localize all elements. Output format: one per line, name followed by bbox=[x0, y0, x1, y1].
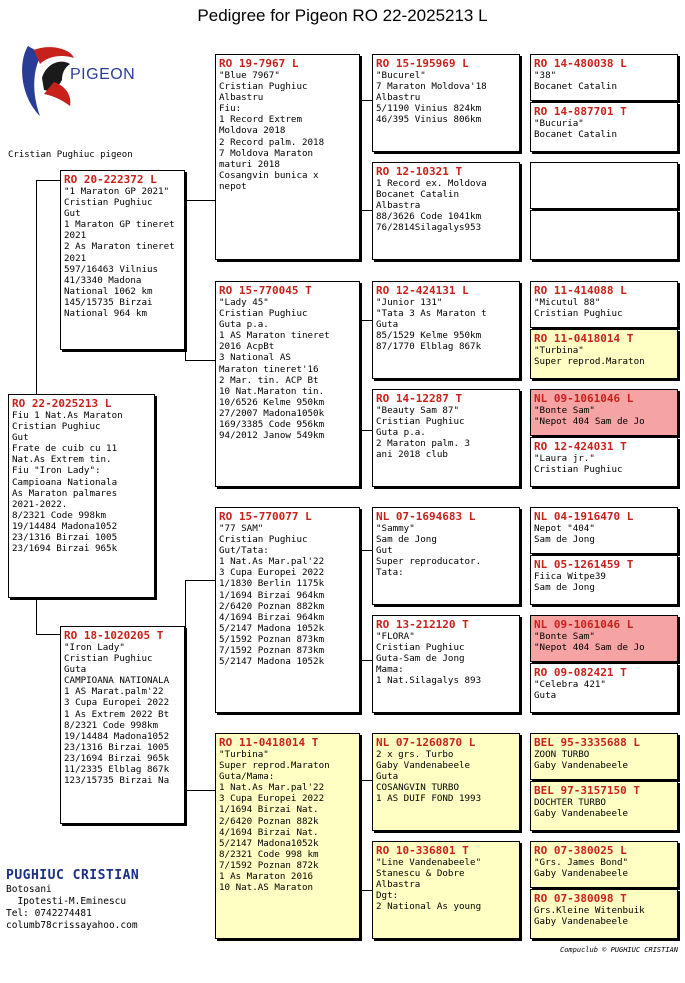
detail-line: 94/2012 Janow 549km bbox=[219, 430, 325, 442]
detail-line: 10 Nat.AS Maraton bbox=[219, 882, 314, 894]
pedigree-box-ssd bbox=[372, 162, 520, 260]
detail-line: Gut bbox=[12, 432, 29, 444]
pigeon-details bbox=[534, 523, 674, 545]
pedigree-box-g13 bbox=[530, 733, 678, 780]
detail-line: Guta p.a. bbox=[376, 427, 426, 439]
pigeon-details bbox=[534, 118, 674, 140]
detail-line: Cristian Pughiuc bbox=[534, 308, 623, 320]
ring-number: RO 11-414088 L bbox=[534, 284, 627, 297]
detail-line: 23/1694 Birzai 965k bbox=[64, 752, 170, 764]
connector-sire-to-sd bbox=[185, 200, 216, 361]
detail-line: Cristian Pughiuc bbox=[376, 642, 465, 654]
detail-line: 1 Nat.As Mar.pal'22 bbox=[219, 782, 325, 794]
detail-line: Nat.As Extrem tin. bbox=[12, 454, 112, 466]
detail-line: 1 As Extrem 2022 Bt bbox=[64, 708, 170, 720]
detail-line: Guta p.a. bbox=[219, 319, 269, 331]
pigeon-details bbox=[534, 453, 674, 475]
detail-line: 3 Cupa Europei 2022 bbox=[64, 697, 170, 709]
detail-line: Guta bbox=[376, 771, 399, 783]
pedigree-box-g11 bbox=[530, 615, 678, 662]
detail-line: 5/2147 Madona1052k bbox=[219, 837, 319, 849]
detail-line: "Junior 131" bbox=[376, 297, 443, 308]
pigeon-details bbox=[534, 345, 674, 367]
pedigree-box-g2 bbox=[530, 102, 678, 152]
detail-line: 8/2321 Code 998km bbox=[64, 719, 159, 731]
detail-line: Tel: 0742274481 bbox=[6, 908, 92, 919]
detail-line: 27/2007 Madona1050k bbox=[219, 407, 325, 419]
pigeon-details bbox=[219, 523, 356, 667]
owner-details bbox=[6, 884, 139, 932]
ring-number: RO 12-424031 T bbox=[534, 440, 627, 453]
detail-line: Guta/Mama: bbox=[219, 771, 275, 783]
owner-name: PUGHIUC CRISTIAN bbox=[6, 868, 140, 883]
detail-line: 8/2321 Code 998 km bbox=[219, 848, 319, 860]
detail-line: "Line Vandenabeele" bbox=[376, 857, 482, 868]
detail-line: 2021-2022. bbox=[12, 498, 68, 510]
detail-line: 145/15735 Birzai bbox=[64, 296, 153, 308]
ring-number: RO 15-195969 L bbox=[376, 57, 469, 70]
pedigree-box-g8 bbox=[530, 437, 678, 487]
detail-line: "Lady 45" bbox=[219, 297, 269, 308]
detail-line: "Bucuria" bbox=[534, 118, 584, 129]
detail-line: Grs.Kleine Witenbuik bbox=[534, 905, 645, 916]
ring-number: BEL 95-3335688 L bbox=[534, 736, 640, 749]
pedigree-box-sds bbox=[372, 281, 520, 379]
ring-number: RO 12-424131 L bbox=[376, 284, 469, 297]
detail-line: 23/1694 Birzai 965k bbox=[12, 543, 118, 555]
detail-line: "Laura jr." bbox=[534, 453, 595, 464]
detail-line: 85/1529 Kelme 950km bbox=[376, 330, 482, 342]
ring-number: NL 04-1916470 L bbox=[534, 510, 634, 523]
detail-line: 1 Maraton GP tineret bbox=[64, 219, 175, 231]
pigeon-details bbox=[376, 70, 516, 125]
pedigree-box-ddd bbox=[372, 841, 520, 939]
detail-line: 5/1190 Vinius 824km bbox=[376, 103, 482, 115]
detail-line: 1 Record ex. Moldova bbox=[376, 178, 487, 189]
detail-line: 1/1694 Birzai 964km bbox=[219, 589, 325, 601]
detail-line: "Tata 3 As Maraton t bbox=[376, 308, 487, 320]
pedigree-box-g9 bbox=[530, 507, 678, 554]
pigeon-details bbox=[376, 523, 516, 578]
detail-line: "Grs. James Bond" bbox=[534, 857, 629, 868]
ring-number: RO 14-887701 T bbox=[534, 105, 627, 118]
ring-number: RO 10-336801 T bbox=[376, 844, 469, 857]
detail-line: "Bonte Sam" bbox=[534, 631, 595, 642]
detail-line: Albastra bbox=[376, 200, 421, 212]
pigeon-details bbox=[534, 679, 674, 701]
detail-line: Sam de Jong bbox=[534, 582, 595, 594]
detail-line: 11/2335 Elblag 867k bbox=[64, 764, 170, 776]
detail-line: Frate de cuib cu 11 bbox=[12, 443, 118, 455]
ring-number: RO 09-082421 T bbox=[534, 666, 627, 679]
detail-line: Albastru bbox=[376, 92, 421, 104]
pigeon-details bbox=[534, 631, 674, 653]
ring-number: RO 07-380025 L bbox=[534, 844, 627, 857]
ring-number: NL 05-1261459 T bbox=[534, 558, 634, 571]
detail-line: 1 Nat.Silagalys 893 bbox=[376, 675, 482, 687]
pigeon-details bbox=[219, 297, 356, 441]
detail-line: Nepot "404" bbox=[534, 523, 595, 534]
detail-line: 2/6420 Poznan 882k bbox=[219, 815, 319, 827]
ring-number: RO 13-212120 T bbox=[376, 618, 469, 631]
detail-line: Bocanet Catalin bbox=[534, 81, 617, 93]
detail-line: nepot bbox=[219, 180, 247, 192]
pedigree-box-dam bbox=[60, 626, 185, 824]
detail-line: Guta bbox=[64, 664, 87, 676]
detail-line: Super reprod.Maraton bbox=[219, 760, 330, 772]
detail-line: Gaby Vandenabeele bbox=[534, 808, 629, 820]
detail-line: Sam de Jong bbox=[376, 534, 437, 546]
detail-line: CAMPIOANA NATIONALA bbox=[64, 675, 170, 687]
connector-dam-to-dd bbox=[185, 640, 216, 791]
ring-number: RO 15-770045 T bbox=[219, 284, 312, 297]
pedigree-box-g3-empty bbox=[530, 162, 678, 209]
pedigree-box-g10 bbox=[530, 555, 678, 605]
pigeon-details bbox=[64, 186, 181, 319]
detail-line: "Turbina" bbox=[219, 749, 269, 760]
detail-line: Cristian Pughiuc bbox=[534, 464, 623, 476]
detail-line: Mama: bbox=[376, 664, 404, 676]
ring-number: NL 07-1694683 L bbox=[376, 510, 476, 523]
ring-number: NL 07-1260870 L bbox=[376, 736, 476, 749]
detail-line: Cristian Pughiuc bbox=[64, 197, 153, 209]
detail-line: Super reproducator. bbox=[376, 556, 482, 568]
detail-line: Super reprod.Maraton bbox=[534, 356, 645, 368]
detail-line: 1 Record Extrem bbox=[219, 114, 302, 126]
pigeon-details bbox=[64, 642, 181, 786]
detail-line: 46/395 Vinius 806km bbox=[376, 114, 482, 126]
pigeon-details bbox=[376, 297, 516, 352]
detail-line: "Bucurel" bbox=[376, 70, 426, 81]
detail-line: 2021 bbox=[64, 230, 87, 242]
detail-line: 8/2321 Code 998km bbox=[12, 509, 107, 521]
pigeon-details bbox=[534, 905, 674, 927]
detail-line: 1/1694 Birzai Nat. bbox=[219, 804, 319, 816]
detail-line: Cristian Pughiuc bbox=[64, 653, 153, 665]
pedigree-box-g1 bbox=[530, 54, 678, 101]
detail-line: 2021 bbox=[64, 252, 87, 264]
detail-line: 597/16463 Vilnius bbox=[64, 263, 159, 275]
pigeon-details bbox=[219, 70, 356, 192]
detail-line: Gut bbox=[376, 545, 393, 557]
pedigree-box-ss bbox=[215, 54, 360, 260]
detail-line: Cristian Pughiuc bbox=[219, 534, 308, 546]
detail-line: 2 x grs. Turbo bbox=[376, 749, 454, 760]
pedigree-box-g14 bbox=[530, 781, 678, 831]
ring-number: RO 22-2025213 L bbox=[12, 397, 112, 410]
pigeon-details bbox=[534, 857, 674, 879]
detail-line: 19/14484 Madona1052 bbox=[12, 520, 118, 532]
detail-line: Stanescu & Dobre bbox=[376, 868, 465, 880]
detail-line: Botosani bbox=[6, 884, 52, 895]
pigeon-details bbox=[534, 297, 674, 319]
detail-line: Gut/Tata: bbox=[219, 545, 269, 557]
footer-credit: Compuclub © PUGHIUC CRISTIAN bbox=[560, 946, 679, 954]
detail-line: 2 As Maraton tineret bbox=[64, 241, 175, 253]
detail-line: 2 Mar. tin. ACP Bt bbox=[219, 374, 319, 386]
detail-line: 2 Record palm. 2018 bbox=[219, 136, 325, 148]
detail-line: Moldova 2018 bbox=[219, 125, 286, 137]
ring-number: RO 14-12287 T bbox=[376, 392, 463, 405]
detail-line: Dgt: bbox=[376, 890, 399, 902]
detail-line: Gaby Vandenabeele bbox=[534, 868, 629, 880]
ring-number: RO 14-480038 L bbox=[534, 57, 627, 70]
detail-line: "77 SAM" bbox=[219, 523, 264, 534]
pigeon-details bbox=[12, 410, 151, 554]
ring-number: RO 20-222372 L bbox=[64, 173, 157, 186]
detail-line: 1 AS Maraton tineret bbox=[219, 330, 330, 342]
connector-subject-to-sire bbox=[36, 180, 61, 395]
detail-line: ZOON TURBO bbox=[534, 749, 590, 760]
detail-line: "Sammy" bbox=[376, 523, 415, 534]
detail-line: "Iron Lady" bbox=[64, 642, 125, 653]
pedigree-box-subject bbox=[8, 394, 155, 598]
detail-line: 5/2147 Madona 1052k bbox=[219, 656, 325, 668]
detail-line: "Bonte Sam" bbox=[534, 405, 595, 416]
pigeon-details bbox=[534, 70, 674, 92]
detail-line: Gut bbox=[64, 208, 81, 220]
detail-line: Cristian Pughiuc bbox=[219, 81, 308, 93]
detail-line: 2016 AcpBt bbox=[219, 341, 275, 353]
ring-number: NL 09-1061046 L bbox=[534, 618, 634, 631]
detail-line: 7/1592 Poznan 873km bbox=[219, 645, 325, 657]
detail-line: Cosangvin bunica x bbox=[219, 169, 319, 181]
ring-number: RO 15-770077 L bbox=[219, 510, 312, 523]
detail-line: "Blue 7967" bbox=[219, 70, 280, 81]
pedigree-box-g16 bbox=[530, 889, 678, 939]
connector-dam-to-ds bbox=[185, 580, 216, 641]
detail-line: ani 2018 club bbox=[376, 449, 448, 461]
detail-line: 7 Moldova Maraton bbox=[219, 147, 314, 159]
detail-line: "Celebra 421" bbox=[534, 679, 606, 690]
detail-line: "Beauty Sam 87" bbox=[376, 405, 459, 416]
detail-line: 7 Maraton Moldova'18 bbox=[376, 81, 487, 93]
pedigree-box-g7 bbox=[530, 389, 678, 436]
detail-line: 4/1694 Birzai 964km bbox=[219, 611, 325, 623]
pigeon-details bbox=[534, 405, 674, 427]
detail-line: Bocanet Catalin bbox=[534, 129, 617, 141]
detail-line: 1 AS DUIF FOND 1993 bbox=[376, 793, 482, 805]
detail-line: Fiu: bbox=[219, 103, 242, 115]
detail-line: COSANGVIN TURBO bbox=[376, 782, 459, 794]
detail-line: Gaby Vandenabeele bbox=[534, 916, 629, 928]
detail-line: Fiica Witpe39 bbox=[534, 571, 606, 582]
detail-line: 1/1830 Berlin 1175k bbox=[219, 578, 325, 590]
detail-line: maturi 2018 bbox=[219, 158, 280, 170]
detail-line: 19/14484 Madona1052 bbox=[64, 730, 170, 742]
pigeon-details bbox=[376, 857, 516, 912]
pedigree-box-sdd bbox=[372, 389, 520, 487]
pedigree-box-dd bbox=[215, 733, 360, 939]
detail-line: 1 Nat.As Mar.pal'22 bbox=[219, 556, 325, 568]
detail-line: Cristian Pughiuc bbox=[376, 416, 465, 428]
detail-line: Fiu "Iron Lady": bbox=[12, 465, 101, 477]
detail-line: 5/1592 Poznan 873km bbox=[219, 633, 325, 645]
pedigree-box-sd bbox=[215, 281, 360, 487]
pigeon-details bbox=[534, 797, 674, 819]
pedigree-box-dds bbox=[372, 733, 520, 831]
pedigree-box-g15 bbox=[530, 841, 678, 888]
pedigree-box-dsd bbox=[372, 615, 520, 713]
detail-line: "FLORA" bbox=[376, 631, 415, 642]
detail-line: 3 Cupa Europei 2022 bbox=[219, 793, 325, 805]
detail-line: "1 Maraton GP 2021" bbox=[64, 186, 170, 197]
ring-number: NL 09-1061046 L bbox=[534, 392, 634, 405]
detail-line: 1 AS Marat.palm'22 bbox=[64, 686, 164, 698]
detail-line: DOCHTER TURBO bbox=[534, 797, 606, 808]
detail-line: Tata: bbox=[376, 567, 404, 579]
detail-line: National 1062 km bbox=[64, 285, 153, 297]
detail-line: 7/1592 Poznan 872k bbox=[219, 859, 319, 871]
logo-text: PIGEON bbox=[70, 66, 136, 83]
pigeon-details bbox=[376, 631, 516, 686]
pedigree-box-ds bbox=[215, 507, 360, 713]
detail-line: 10/6526 Kelme 950km bbox=[219, 396, 325, 408]
detail-line: Bocanet Catalin bbox=[376, 189, 459, 201]
detail-line: Guta bbox=[376, 319, 399, 331]
detail-line: Sam de Jong bbox=[534, 534, 595, 546]
detail-line: "Nepot 404 Sam de Jo bbox=[534, 642, 645, 654]
ring-number: RO 11-0418014 T bbox=[219, 736, 319, 749]
detail-line: Gaby Vandenabeele bbox=[534, 760, 629, 772]
detail-line: "38" bbox=[534, 70, 557, 81]
pigeon-details bbox=[219, 749, 356, 893]
detail-line: 87/1770 Elblag 867k bbox=[376, 341, 482, 353]
pedigree-box-g12 bbox=[530, 663, 678, 713]
pedigree-box-g5 bbox=[530, 281, 678, 328]
detail-line: 76/2814Silagalys953 bbox=[376, 222, 482, 234]
detail-line: 10 Nat.Maraton tin. bbox=[219, 385, 325, 397]
detail-line: Guta bbox=[534, 690, 557, 702]
detail-line: Ipotesti-M.Eminescu bbox=[6, 896, 127, 907]
pedigree-box-dss bbox=[372, 507, 520, 605]
detail-line: Gaby Vandenabeele bbox=[376, 760, 471, 772]
detail-line: Maraton tineret'16 bbox=[219, 363, 319, 375]
detail-line: 1 As Maraton 2016 bbox=[219, 871, 314, 883]
detail-line: National 964 km bbox=[64, 308, 147, 320]
detail-line: Campioana Nationala bbox=[12, 476, 118, 488]
detail-line: columb78crissayahoo.com bbox=[6, 920, 138, 931]
detail-line: "Nepot 404 Sam de Jo bbox=[534, 416, 645, 428]
page-title: Pedigree for Pigeon RO 22-2025213 L bbox=[197, 6, 488, 25]
detail-line: As Maraton palmares bbox=[12, 487, 118, 499]
pigeon-details bbox=[534, 571, 674, 593]
detail-line: 3 National AS bbox=[219, 352, 291, 364]
detail-line: 169/3385 Code 956km bbox=[219, 419, 325, 431]
detail-line: Guta-Sam de Jong bbox=[376, 653, 465, 665]
pedigree-box-sss bbox=[372, 54, 520, 152]
detail-line: 3 Cupa Europei 2022 bbox=[219, 567, 325, 579]
detail-line: 41/3340 Madona bbox=[64, 274, 142, 286]
pedigree-box-g4-empty bbox=[530, 210, 678, 260]
detail-line: 23/1316 Birzai 1005 bbox=[12, 532, 118, 544]
detail-line: 5/2147 Madona 1052k bbox=[219, 622, 325, 634]
detail-line: 2 Maraton palm. 3 bbox=[376, 438, 471, 450]
breeder-line: Cristian Pughiuc pigeon bbox=[8, 150, 133, 160]
pigeon-details bbox=[376, 178, 516, 233]
connector-subject-to-dam bbox=[36, 598, 61, 635]
detail-line: 2 National As young bbox=[376, 901, 482, 913]
pedigree-box-sire bbox=[60, 170, 185, 350]
detail-line: Fiu 1 Nat.As Maraton bbox=[12, 410, 123, 421]
detail-line: Albastra bbox=[376, 879, 421, 891]
owner-contact bbox=[6, 868, 139, 932]
detail-line: "Turbina" bbox=[534, 345, 584, 356]
ring-number: RO 07-380098 T bbox=[534, 892, 627, 905]
ring-number: RO 19-7967 L bbox=[219, 57, 299, 70]
detail-line: 88/3626 Code 1041km bbox=[376, 211, 482, 223]
pigeon-details bbox=[534, 749, 674, 771]
detail-line: Cristian Pughiuc bbox=[219, 308, 308, 320]
pigeon-details bbox=[376, 405, 516, 460]
detail-line: Cristian Pughiuc bbox=[12, 421, 101, 433]
detail-line: 4/1694 Birzai Nat. bbox=[219, 826, 319, 838]
ring-number: RO 12-10321 T bbox=[376, 165, 463, 178]
ring-number: BEL 97-3157150 T bbox=[534, 784, 640, 797]
pedigree-box-g6 bbox=[530, 329, 678, 379]
detail-line: 2/6420 Poznan 882km bbox=[219, 600, 325, 612]
detail-line: 123/15735 Birzai Na bbox=[64, 775, 170, 787]
ring-number: RO 18-1020205 T bbox=[64, 629, 164, 642]
detail-line: Albastru bbox=[219, 92, 264, 104]
detail-line: "Micutul 88" bbox=[534, 297, 601, 308]
pigeon-details bbox=[376, 749, 516, 804]
ring-number: RO 11-0418014 T bbox=[534, 332, 634, 345]
detail-line: 23/1316 Birzai 1005 bbox=[64, 741, 170, 753]
